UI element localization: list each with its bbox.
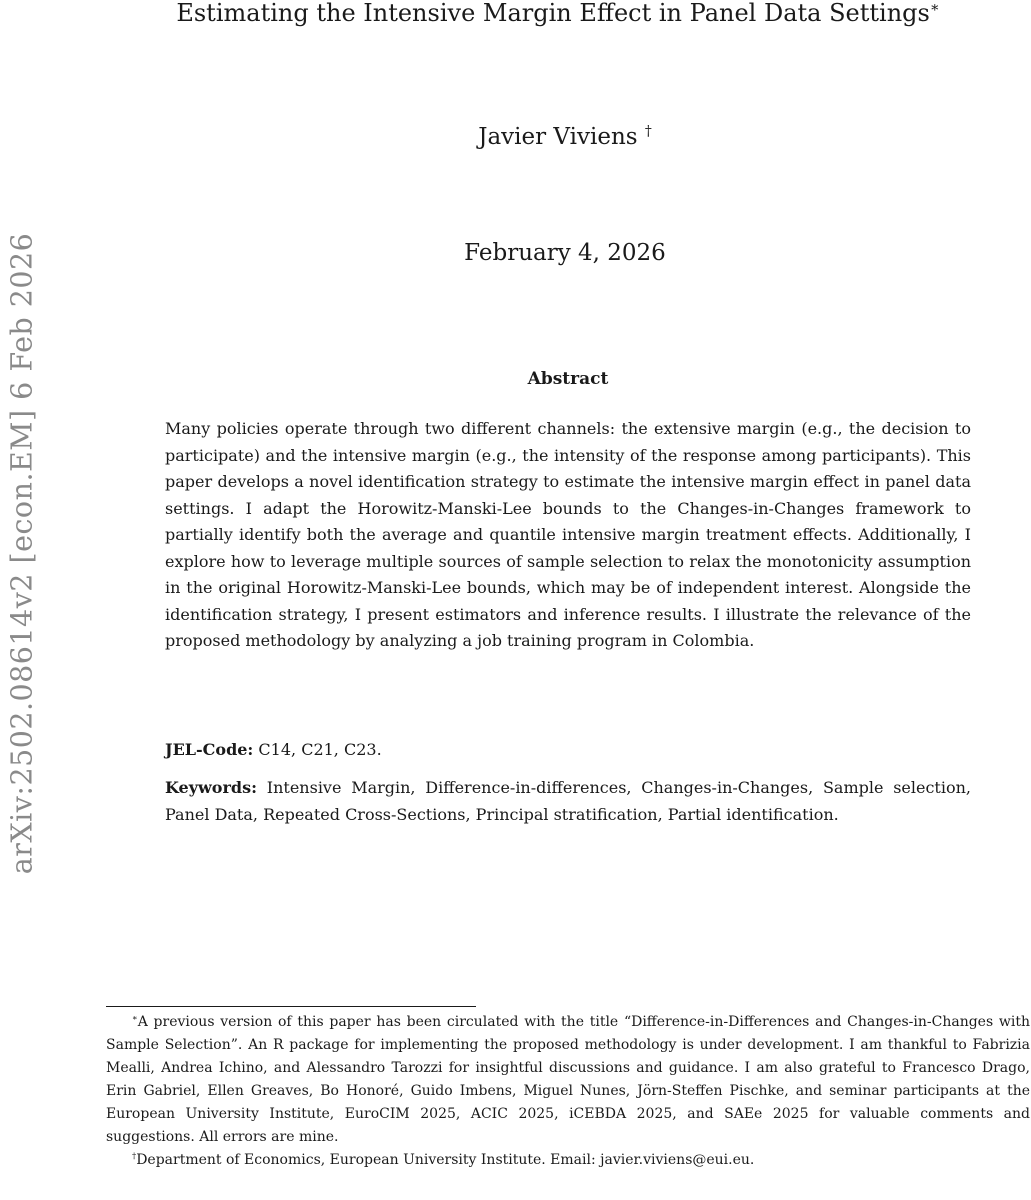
keywords <box>165 775 971 828</box>
abstract-heading: Abstract <box>527 369 609 389</box>
footnote-divider <box>106 1006 476 1007</box>
author-name: Javier Viviens <box>478 124 645 150</box>
footnote-acknowledgements-text: A previous version of this paper has been circulated with the title “Difference-in-Differences and Changes-in-Changes with Sample Selection”. An R package for implementing the proposed methodology is under development. I am thankful to Fabrizia Mealli, Andrea Ichino, and Alessandro Tarozzi for insightful discussions and guidance. I am also grateful to Francesco Drago, Erin Gabriel, Ellen Greaves, Bo Honoré, Guido Imbens, Miguel Nunes, Jörn-Steffen Pischke, and seminar participants at the European University Institute, EuroCIM 2025, ACIC 2025, iCEBDA 2025, and SAEe 2025 for valuable comments and suggestions. All errors are mine. <box>106 1014 1030 1145</box>
footnote-mark-star: ∗ <box>132 1012 138 1023</box>
footnotes <box>106 1011 1030 1172</box>
title-footnote-mark: ∗ <box>929 0 940 16</box>
footnote-mark-dagger: † <box>132 1150 137 1161</box>
footnote-affiliation <box>106 1149 1030 1172</box>
footnote-affiliation-text: Department of Economics, European University Institute. Email: javier.viviens@eui.eu. <box>136 1152 755 1168</box>
arxiv-sidebar-stamp <box>0 193 44 913</box>
paper-title-text: Estimating the Intensive Margin Effect in Panel Data Settings <box>176 0 930 27</box>
paper-author <box>250 123 880 151</box>
keywords-label: Keywords: <box>165 778 258 797</box>
abstract-paragraph: Many policies operate through two different channels: the extensive margin (e.g., the decision to participate) and the intensive margin (e.g., the intensity of the response among participants). This paper develops a novel identification strategy to estimate the intensive margin effect in panel data settings. I adapt the Horowitz-Manski-Lee bounds to the Changes-in-Changes framework to partially identify both the average and quantile intensive margin treatment effects. Additionally, I explore how to leverage multiple sources of sample selection to relax the monotonicity assumption in the original Horowitz-Manski-Lee bounds, which may be of independent interest. Alongside the identification strategy, I present estimators and inference results. I illustrate the relevance of the proposed methodology by analyzing a job training program in Colombia. <box>165 419 971 650</box>
paper-date: February 4, 2026 <box>464 240 666 266</box>
jel-label: JEL-Code: <box>165 740 254 759</box>
footnote-acknowledgements <box>106 1011 1030 1149</box>
paper-title <box>108 0 1008 28</box>
arxiv-identifier: arXiv:2502.08614v2 [econ.EM] 6 Feb 2026 <box>5 232 39 874</box>
author-footnote-mark: † <box>644 123 652 140</box>
jel-code-list: C14, C21, C23. <box>253 740 382 759</box>
jel-codes <box>165 737 971 764</box>
abstract-body <box>165 416 971 655</box>
keywords-list: Intensive Margin, Difference-in-differences, Changes-in-Changes, Sample selection, Panel Data, Repeated Cross-Sections, Principal stratification, Partial identification. <box>165 778 971 824</box>
